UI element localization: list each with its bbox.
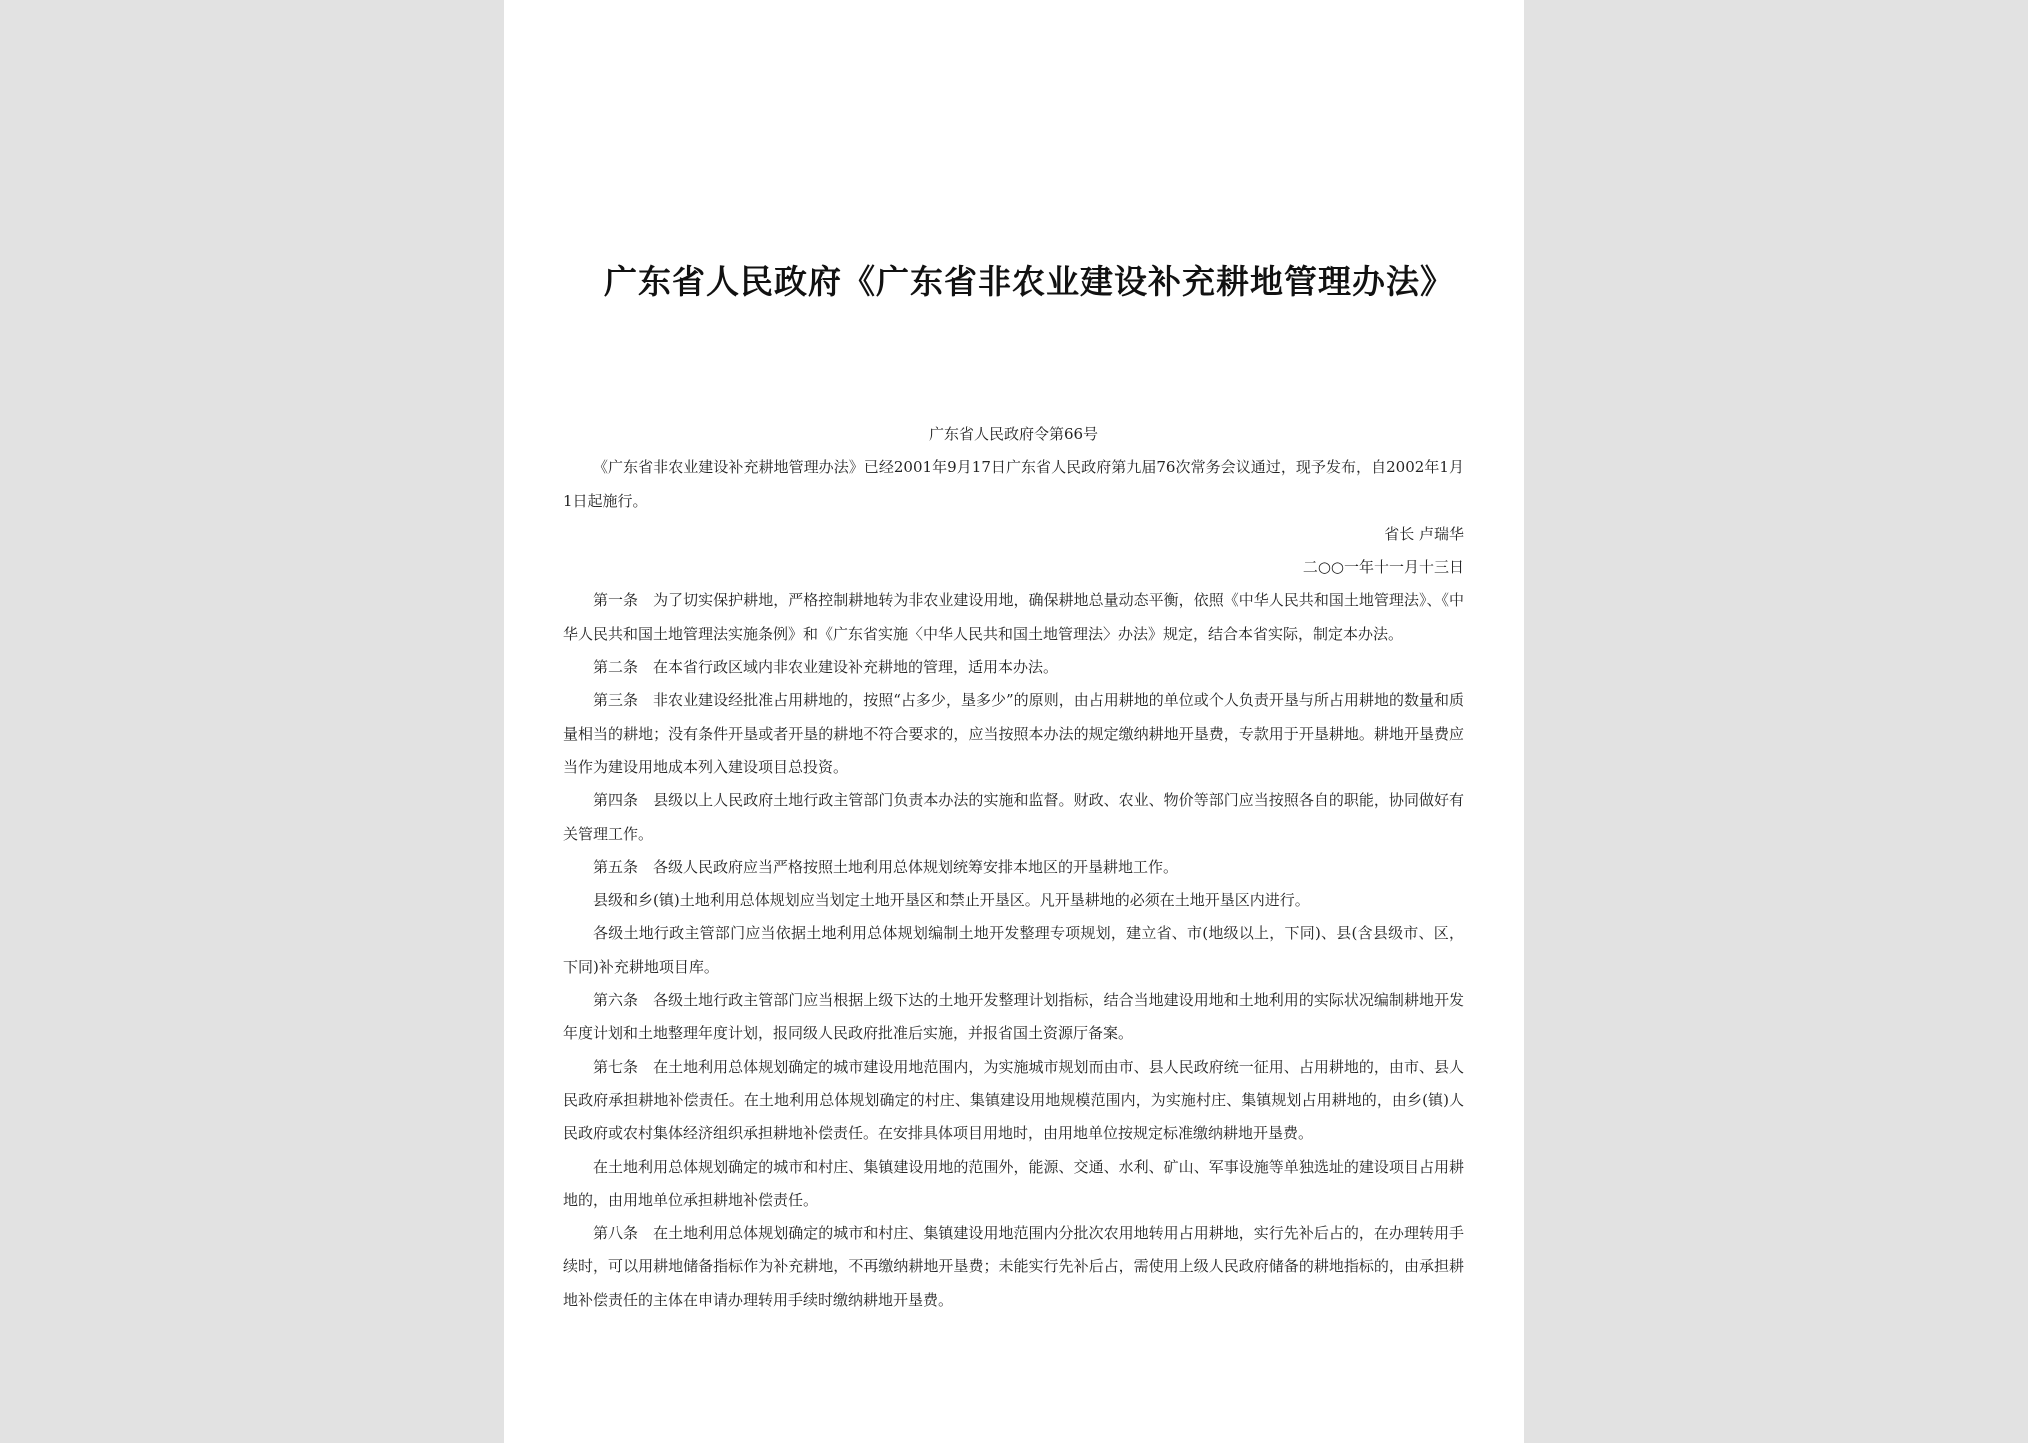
document-body xyxy=(563,418,1464,1317)
document-title: 广东省人民政府《广东省非农业建设补充耕地管理办法》 xyxy=(604,262,1454,301)
article-paragraph: 第六条 各级土地行政主管部门应当根据上级下达的土地开发整理计划指标，结合当地建设用地和土地利用的实际状况编制耕地开发年度计划和土地整理年度计划，报同级人民政府批准后实施，并报省国土资源厅备案。 xyxy=(563,991,1464,1043)
article-paragraph: 第七条 在土地利用总体规划确定的城市建设用地范围内，为实施城市规划而由市、县人民政府统一征用、占用耕地的，由市、县人民政府承担耕地补偿责任。在土地利用总体规划确定的村庄、集镇建设用地规模范围内，为实施村庄、集镇规划占用耕地的，由乡(镇)人民政府或农村集体经济组织承担耕地补偿责任。在安排具体项目用地时，由用地单位按规定标准缴纳耕地开垦费。 xyxy=(563,1057,1464,1143)
document-date: 二○○一年十一月十三日 xyxy=(1302,558,1464,577)
article-paragraph: 第三条 非农业建设经批准占用耕地的，按照“占多少，垦多少”的原则，由占用耕地的单位或个人负责开垦与所占用耕地的数量和质量相当的耕地；没有条件开垦或者开垦的耕地不符合要求的，应当按照本办法的规定缴纳耕地开垦费，专款用于开垦耕地。耕地开垦费应当作为建设用地成本列入建设项目总投资。 xyxy=(563,691,1464,776)
article-paragraph: 第一条 为了切实保护耕地，严格控制耕地转为非农业建设用地，确保耕地总量动态平衡，依照《中华人民共和国土地管理法》、《中华人民共和国土地管理法实施条例》和《广东省实施〈中华人民共和国土地管理法〉办法》规定，结合本省实际，制定本办法。 xyxy=(563,591,1464,643)
order-number: 广东省人民政府令第66号 xyxy=(928,425,1099,443)
article-paragraph: 县级和乡(镇)土地利用总体规划应当划定土地开垦区和禁止开垦区。凡开垦耕地的必须在土地开垦区内进行。 xyxy=(593,891,1310,910)
article-paragraph: 第四条 县级以上人民政府土地行政主管部门负责本办法的实施和监督。财政、农业、物价等部门应当按照各自的职能，协同做好有关管理工作。 xyxy=(563,791,1464,843)
article-paragraph: 第五条 各级人民政府应当严格按照土地利用总体规划统筹安排本地区的开垦耕地工作。 xyxy=(593,857,1179,876)
article-paragraph: 在土地利用总体规划确定的城市和村庄、集镇建设用地的范围外，能源、交通、水利、矿山、军事设施等单独选址的建设项目占用耕地的，由用地单位承担耕地补偿责任。 xyxy=(563,1157,1464,1209)
article-paragraph: 第二条 在本省行政区域内非农业建设补充耕地的管理，适用本办法。 xyxy=(593,658,1059,677)
document-page xyxy=(504,0,1524,1443)
article-paragraph: 第八条 在土地利用总体规划确定的城市和村庄、集镇建设用地范围内分批次农用地转用占用耕地，实行先补后占的，在办理转用手续时，可以用耕地储备指标作为补充耕地，不再缴纳耕地开垦费；未能实行先补后占，需使用上级人民政府储备的耕地指标的，由承担耕地补偿责任的主体在申请办理转用手续时缴纳耕地开垦费。 xyxy=(563,1224,1464,1309)
promulgation-text: 《广东省非农业建设补充耕地管理办法》已经2001年9月17日广东省人民政府第九届76次常务会议通过，现予发布，自2002年1月1日起施行。 xyxy=(563,458,1464,510)
article-paragraph: 各级土地行政主管部门应当依据土地利用总体规划编制土地开发整理专项规划，建立省、市(地级以上，下同)、县(含县级市、区，下同)补充耕地项目库。 xyxy=(563,924,1464,976)
signatory: 省长 卢瑞华 xyxy=(1384,524,1464,543)
